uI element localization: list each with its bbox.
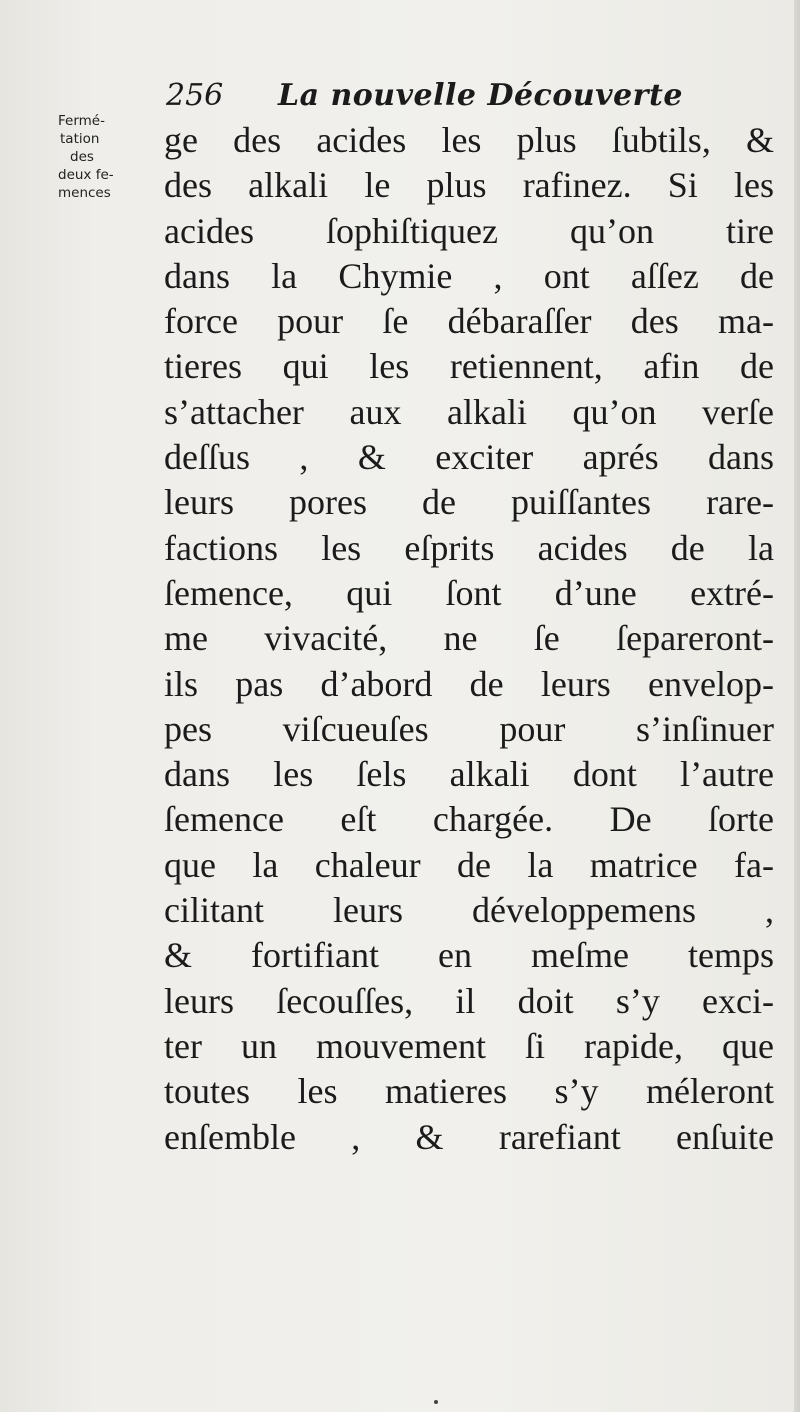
- text-line: que la chaleur de la matrice fa-: [164, 844, 774, 885]
- text-line: force pour ſe débaraſſer des ma-: [164, 301, 774, 342]
- text-line: leurs pores de puiſſantes rare-: [164, 482, 774, 523]
- margin-note-line: des: [70, 149, 94, 165]
- margin-note-line: deux fe-: [58, 167, 114, 183]
- running-head: [166, 74, 726, 118]
- text-line: me vivacité, ne ſe ſepareront-: [164, 618, 774, 659]
- text-line: cilitant leurs développemens ,: [164, 890, 774, 931]
- running-title: La nouvelle Découverte: [278, 78, 683, 113]
- text-line: tieres qui les retiennent, afin de: [164, 346, 774, 387]
- text-line: des alkali le plus rafinez. Si les: [164, 165, 774, 206]
- margin-note-line: mences: [58, 185, 111, 201]
- text-line: dans les ſels alkali dont l’autre: [164, 754, 774, 795]
- text-line: deſſus , & exciter aprés dans: [164, 437, 774, 478]
- text-line: ge des acides les plus ſubtils, &: [164, 120, 774, 160]
- text-line: ils pas d’abord de leurs envelop-: [164, 663, 774, 704]
- text-line: s’attacher aux alkali qu’on verſe: [164, 391, 774, 432]
- margin-note-line: Fermé-: [58, 113, 105, 129]
- text-line: toutes les matieres s’y méleront: [164, 1071, 774, 1112]
- text-line: dans la Chymie , ont aſſez de: [164, 255, 774, 296]
- text-line: leurs ſecouſſes, il doit s’y exci-: [164, 980, 774, 1021]
- page-number: 256: [166, 78, 224, 113]
- page-edge: [794, 0, 800, 1412]
- ink-speck: [434, 1400, 438, 1404]
- margin-note: [58, 112, 158, 202]
- text-line: & fortifiant en meſme temps: [164, 935, 774, 976]
- text-line: enſemble , & rarefiant enſuite: [164, 1116, 774, 1157]
- text-line: factions les eſprits acides de la: [164, 527, 774, 568]
- text-line: acides ſophiſtiquez qu’on tire: [164, 210, 774, 251]
- text-line: ſemence eſt chargée. De ſorte: [164, 799, 774, 840]
- body-text: [164, 118, 774, 1160]
- text-line: ter un mouvement ſi rapide, que: [164, 1025, 774, 1066]
- text-line: ſemence, qui ſont d’une extré-: [164, 572, 774, 613]
- text-line: pes viſcueuſes pour s’inſinuer: [164, 708, 774, 749]
- margin-note-line: tation: [60, 131, 100, 147]
